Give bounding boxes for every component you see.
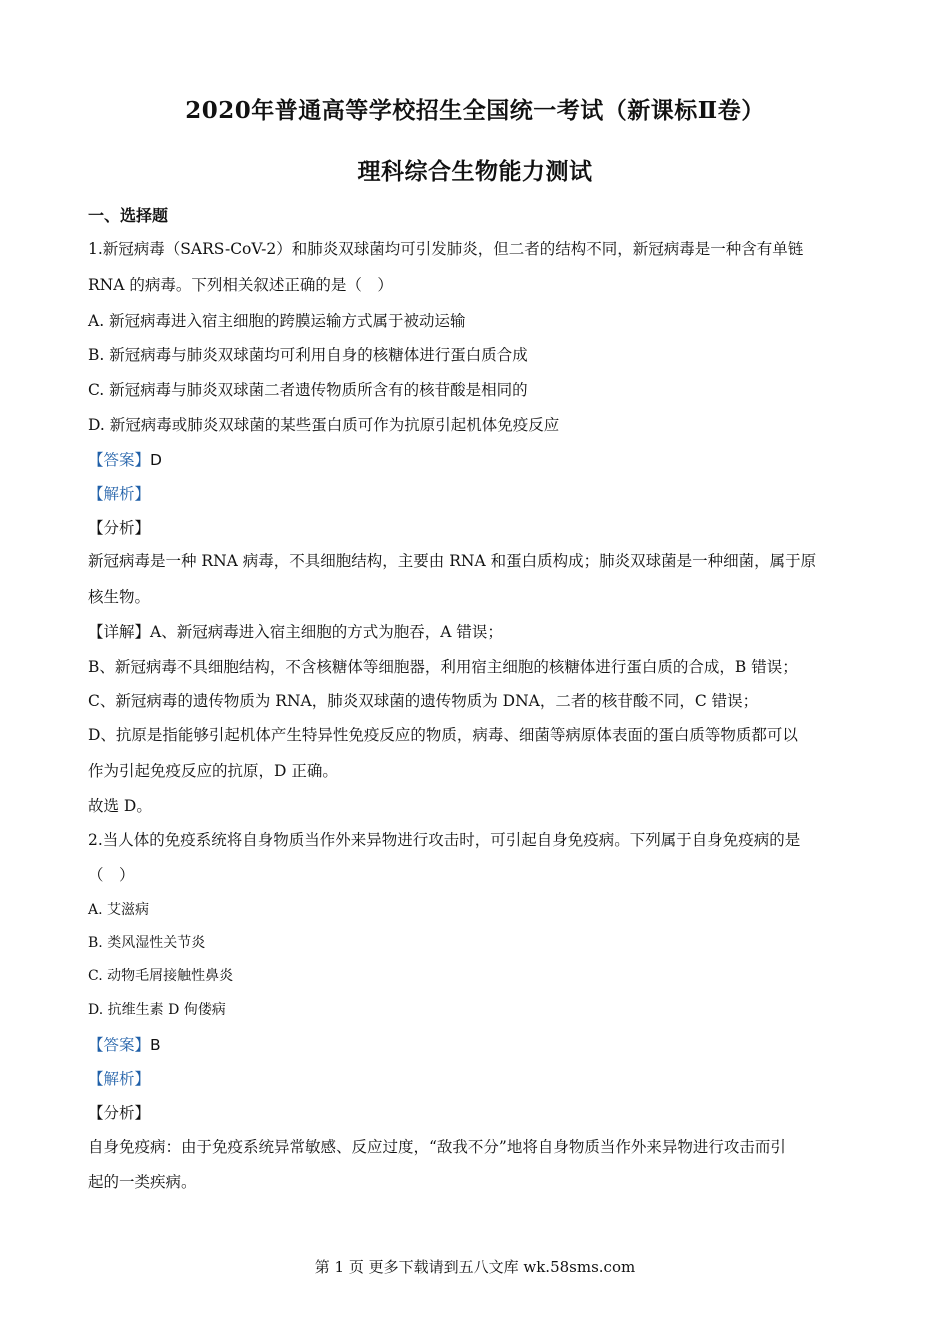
q2-stem-line1: 2.当人体的免疫系统将自身物质当作外来异物进行攻击时，可引起自身免疫病。下列属于自身免疫病的是 — [88, 831, 801, 849]
document-subtitle: 理科综合生物能力测试 — [357, 158, 593, 185]
q1-option-b: B. 新冠病毒与肺炎双球菌均可利用自身的核糖体进行蛋白质合成 — [88, 346, 528, 364]
q2-answer — [88, 1036, 161, 1055]
q2-analysis-label: 【解析】 — [88, 1070, 151, 1088]
section-heading: 一、选择题 — [88, 206, 169, 225]
q2-fenxi-label: 【分析】 — [88, 1104, 151, 1122]
page-footer: 第 1 页 更多下载请到五八文库 wk.58sms.com — [314, 1258, 636, 1276]
q2-option-b: B. 类风湿性关节炎 — [88, 935, 206, 951]
q1-detail-a-text: A、新冠病毒进入宿主细胞的方式为胞吞，A 错误； — [150, 623, 503, 641]
q2-option-a: A. 艾滋病 — [88, 902, 150, 918]
q1-detail-c: C、新冠病毒的遗传物质为 RNA，肺炎双球菌的遗传物质为 DNA，二者的核苷酸不同，C 错误； — [88, 692, 759, 710]
q1-option-a: A. 新冠病毒进入宿主细胞的跨膜运输方式属于被动运输 — [88, 312, 466, 330]
q2-fenxi-line2: 起的一类疾病。 — [88, 1173, 197, 1191]
q1-answer-value: D — [150, 451, 162, 469]
q2-answer-label: 【答案】 — [88, 1036, 151, 1054]
q1-stem-line2: RNA 的病毒。下列相关叙述正确的是（ ） — [88, 276, 393, 294]
q2-stem-line2: （ ） — [88, 866, 135, 884]
q2-option-d: D. 抗维生素 D 佝偻病 — [88, 1002, 226, 1018]
q2-option-c: C. 动物毛屑接触性鼻炎 — [88, 968, 234, 984]
q1-detail-d-line2: 作为引起免疫反应的抗原，D 正确。 — [88, 762, 338, 780]
q1-option-d: D. 新冠病毒或肺炎双球菌的某些蛋白质可作为抗原引起机体免疫反应 — [88, 416, 560, 434]
q1-detail-d-line1: D、抗原是指能够引起机体产生特异性免疫反应的物质，病毒、细菌等病原体表面的蛋白质等物质都可以 — [88, 726, 798, 744]
q1-analysis-label: 【解析】 — [88, 485, 151, 503]
document-title: 2020年普通高等学校招生全国统一考试（新课标Ⅱ卷） — [185, 97, 765, 124]
q1-fenxi-label: 【分析】 — [88, 519, 151, 537]
q1-stem-line1: 1.新冠病毒（SARS-CoV-2）和肺炎双球菌均可引发肺炎，但二者的结构不同，新冠病毒是一种含有单链 — [88, 240, 804, 258]
q1-conclusion: 故选 D。 — [88, 797, 152, 815]
q2-answer-value: B — [150, 1036, 161, 1054]
q1-detail-label: 【详解】 — [88, 623, 151, 641]
q1-option-c: C. 新冠病毒与肺炎双球菌二者遗传物质所含有的核苷酸是相同的 — [88, 381, 528, 399]
q1-detail-a — [88, 623, 503, 642]
q2-fenxi-line1: 自身免疫病：由于免疫系统异常敏感、反应过度，“敌我不分”地将自身物质当作外来异物进行攻击而引 — [88, 1138, 786, 1156]
q1-fenxi-line2: 核生物。 — [88, 588, 151, 606]
q1-answer — [88, 451, 162, 470]
q1-fenxi-line1: 新冠病毒是一种 RNA 病毒，不具细胞结构，主要由 RNA 和蛋白质构成；肺炎双球菌是一种细菌，属于原 — [88, 552, 817, 570]
q1-detail-b: B、新冠病毒不具细胞结构，不含核糖体等细胞器，利用宿主细胞的核糖体进行蛋白质的合成，B 错误； — [88, 658, 798, 676]
q1-answer-label: 【答案】 — [88, 451, 151, 469]
